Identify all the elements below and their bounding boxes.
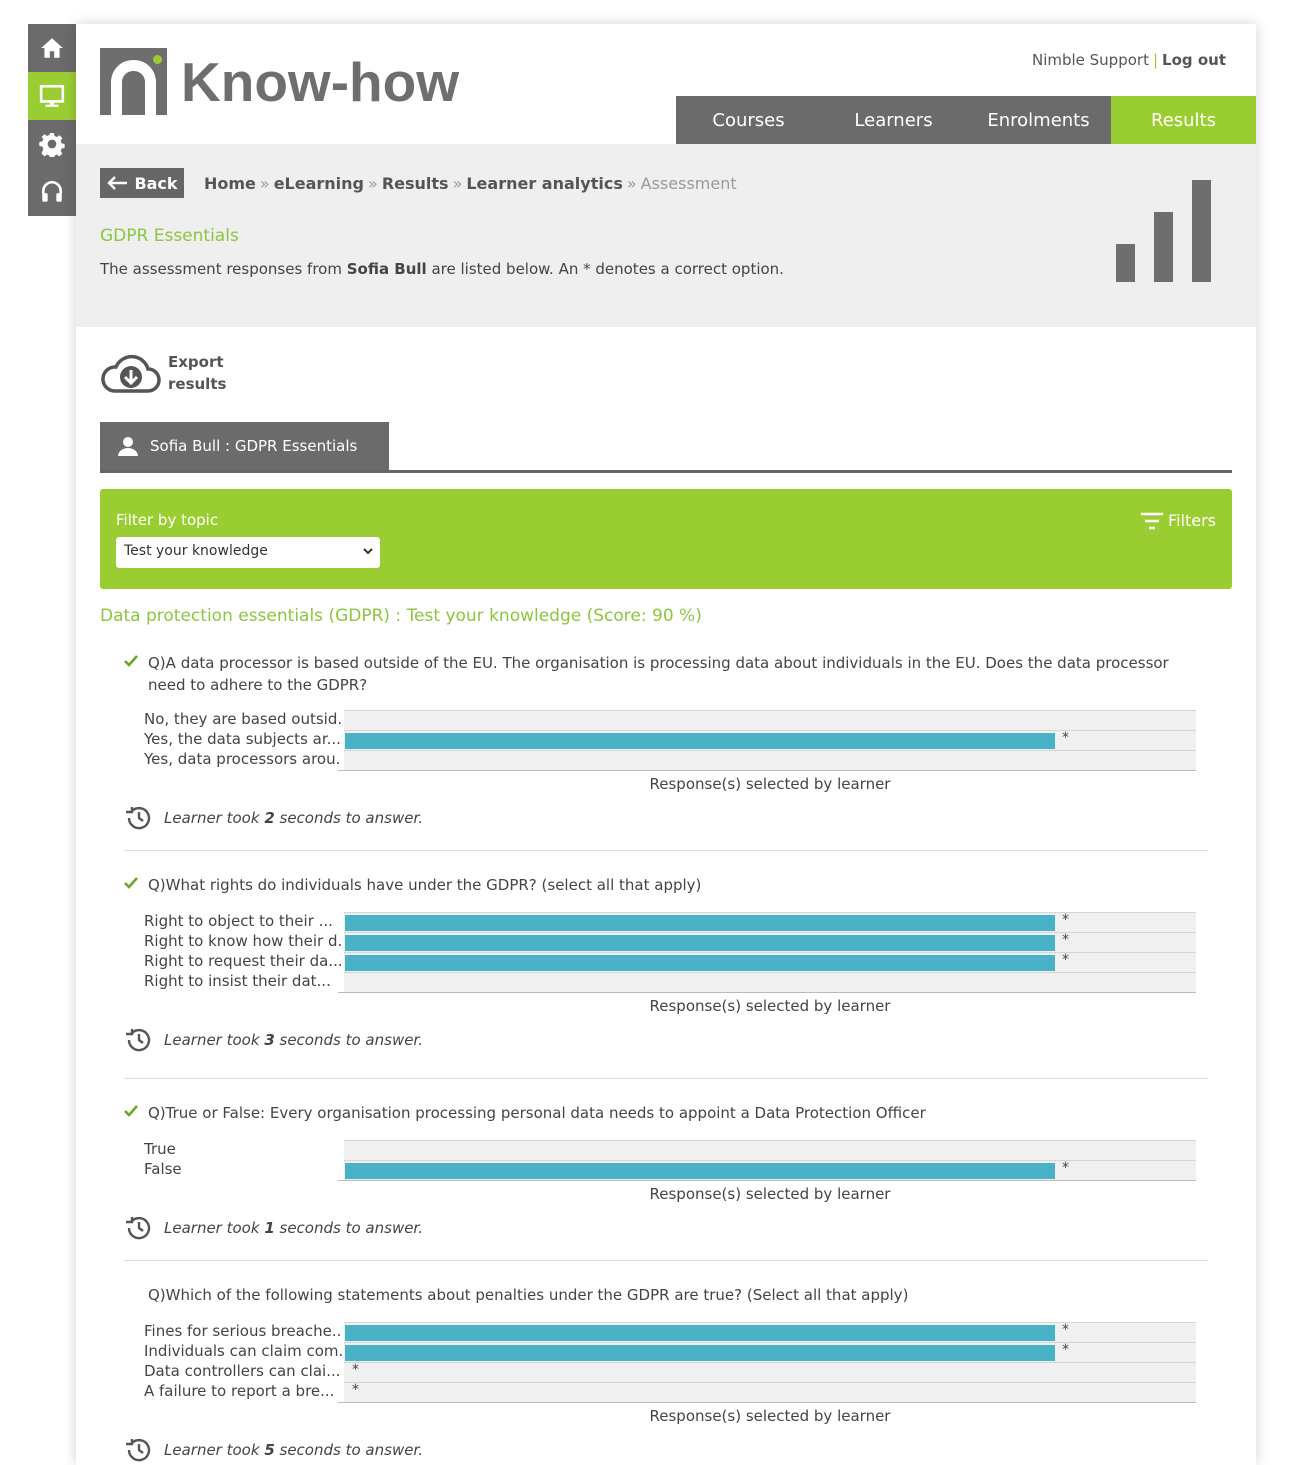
chart-category-label: Yes, the data subjects ar... bbox=[144, 731, 341, 748]
topic-select[interactable] bbox=[116, 537, 380, 568]
filter-lines-icon bbox=[1140, 512, 1164, 530]
question-block bbox=[124, 874, 1208, 1053]
chart-track bbox=[344, 952, 1196, 972]
chart-bar bbox=[345, 955, 1055, 971]
breadcrumb-elearning[interactable]: eLearning bbox=[273, 173, 365, 193]
question-text: Q)True or False: Every organisation processing personal data needs to appoint a Data Protection Officer bbox=[124, 1102, 1208, 1124]
history-clock-icon bbox=[124, 1027, 152, 1053]
filter-label: Filter by topic bbox=[116, 511, 219, 529]
chart-track bbox=[344, 972, 1196, 992]
back-button[interactable] bbox=[100, 168, 184, 198]
chart-bar bbox=[345, 935, 1055, 951]
chart-category-label: No, they are based outsid. bbox=[144, 711, 343, 728]
top-links bbox=[1032, 51, 1226, 69]
breadcrumb-learner-analytics[interactable]: Learner analytics bbox=[466, 173, 623, 193]
section-title: Data protection essentials (GDPR) : Test your knowledge (Score: 90 %) bbox=[100, 606, 702, 626]
correct-tick-icon bbox=[124, 1104, 138, 1118]
question-text: Q)What rights do individuals have under the GDPR? (select all that apply) bbox=[124, 874, 1208, 896]
chart-axis-line bbox=[338, 1180, 1196, 1181]
chart-track bbox=[344, 932, 1196, 952]
chart-category-label: Right to know how their d. bbox=[144, 933, 343, 950]
correct-marker: * bbox=[1062, 952, 1069, 968]
breadcrumb-current: Assessment bbox=[640, 173, 737, 193]
learner-tabs bbox=[100, 422, 1232, 473]
chart-bar bbox=[345, 733, 1055, 749]
chart-row bbox=[124, 750, 1208, 770]
chart-track bbox=[344, 750, 1196, 770]
chart-track bbox=[344, 1160, 1196, 1180]
elearning-nav-button[interactable] bbox=[28, 72, 76, 120]
chart-row bbox=[124, 1362, 1208, 1382]
export-label: Export results bbox=[168, 353, 227, 393]
chart-caption: Response(s) selected by learner bbox=[649, 1407, 891, 1425]
chart-row bbox=[124, 1140, 1208, 1160]
answer-time: Learner took 1 seconds to answer. bbox=[124, 1215, 1208, 1241]
export-results-button[interactable] bbox=[100, 351, 226, 395]
tab-learners[interactable]: Learners bbox=[821, 96, 966, 144]
chart-axis-line bbox=[338, 1402, 1196, 1403]
chart-row bbox=[124, 1322, 1208, 1342]
history-clock-icon bbox=[124, 1215, 152, 1241]
logo-mark bbox=[100, 48, 167, 115]
question-block bbox=[124, 652, 1208, 831]
response-chart bbox=[124, 710, 1208, 771]
correct-marker: * bbox=[1062, 1342, 1069, 1358]
chart-track bbox=[344, 1362, 1196, 1382]
question-text: Q)A data processor is based outside of the EU. The organisation is processing data about individuals in the EU. Does the data processor need to adhere to the GDPR? bbox=[124, 652, 1208, 696]
answer-seconds: 5 bbox=[264, 1441, 275, 1459]
chart-category-label: Right to object to their ... bbox=[144, 913, 333, 930]
topic-select-value: Test your knowledge bbox=[124, 543, 268, 559]
response-chart bbox=[124, 1140, 1208, 1181]
chart-category-label: Individuals can claim com. bbox=[144, 1343, 344, 1360]
answer-seconds: 1 bbox=[264, 1219, 275, 1237]
question-divider bbox=[124, 1260, 1208, 1261]
home-nav-button[interactable] bbox=[28, 24, 76, 72]
breadcrumb-home[interactable]: Home bbox=[204, 173, 256, 193]
answer-time: Learner took 3 seconds to answer. bbox=[124, 1027, 1208, 1053]
correct-marker: * bbox=[1062, 912, 1069, 928]
chart-row bbox=[124, 912, 1208, 932]
chart-row bbox=[124, 932, 1208, 952]
chart-bar bbox=[345, 1345, 1055, 1361]
tab-courses[interactable]: Courses bbox=[676, 96, 821, 144]
response-chart bbox=[124, 1322, 1208, 1403]
link-separator: | bbox=[1152, 51, 1159, 69]
filters-label: Filters bbox=[1168, 511, 1216, 530]
response-chart bbox=[124, 912, 1208, 993]
chart-bar bbox=[345, 1325, 1055, 1341]
chart-row bbox=[124, 1160, 1208, 1180]
answer-seconds: 2 bbox=[264, 809, 275, 827]
support-nav-button[interactable] bbox=[28, 168, 76, 216]
arrow-left-icon bbox=[106, 175, 128, 191]
logo-text: Know-how bbox=[181, 50, 459, 113]
correct-marker: * bbox=[1062, 932, 1069, 948]
correct-tick-icon bbox=[124, 654, 138, 668]
chart-category-label: Fines for serious breache.. bbox=[144, 1323, 342, 1340]
correct-marker: * bbox=[352, 1362, 359, 1378]
back-label: Back bbox=[134, 173, 178, 193]
chart-bar bbox=[345, 1163, 1055, 1179]
correct-marker: * bbox=[1062, 1160, 1069, 1176]
question-block bbox=[124, 1284, 1208, 1463]
question-block bbox=[124, 1102, 1208, 1241]
logout-link[interactable]: Log out bbox=[1162, 51, 1226, 69]
chart-track bbox=[344, 1140, 1196, 1160]
intro-text: The assessment responses from Sofia Bull are listed below. An * denotes a correct option. bbox=[100, 260, 784, 278]
chart-caption: Response(s) selected by learner bbox=[649, 775, 891, 793]
logo[interactable] bbox=[100, 48, 459, 115]
chart-axis-line bbox=[338, 992, 1196, 993]
chart-track bbox=[344, 730, 1196, 750]
breadcrumb-results[interactable]: Results bbox=[381, 173, 449, 193]
filters-button[interactable] bbox=[1140, 511, 1216, 530]
main-nav bbox=[676, 96, 1256, 148]
breadcrumb: Home » eLearning » Results » Learner analytics » Assessment bbox=[204, 173, 737, 193]
chart-category-label: False bbox=[144, 1161, 182, 1178]
question-divider bbox=[124, 850, 1208, 851]
chart-track bbox=[344, 1322, 1196, 1342]
gear-icon bbox=[39, 131, 65, 157]
user-icon bbox=[118, 436, 138, 456]
icon-rail bbox=[28, 24, 76, 216]
correct-marker: * bbox=[1062, 1322, 1069, 1338]
chevron-down-icon bbox=[362, 545, 374, 557]
correct-marker: * bbox=[1062, 730, 1069, 746]
learner-tab-label: Sofia Bull : GDPR Essentials bbox=[150, 437, 358, 455]
question-divider bbox=[124, 1078, 1208, 1079]
chart-track bbox=[344, 1342, 1196, 1362]
chart-row bbox=[124, 972, 1208, 992]
chart-track bbox=[344, 710, 1196, 730]
support-link[interactable]: Nimble Support bbox=[1031, 51, 1149, 69]
monitor-icon bbox=[39, 83, 65, 109]
chart-bar bbox=[345, 915, 1055, 931]
tab-results[interactable]: Results bbox=[1111, 96, 1256, 148]
chart-category-label: True bbox=[144, 1141, 176, 1158]
tab-learner-course[interactable] bbox=[100, 422, 389, 470]
chart-category-label: Right to request their da... bbox=[144, 953, 343, 970]
filter-bar bbox=[100, 489, 1232, 589]
chart-category-label: Yes, data processors arou. bbox=[144, 751, 341, 768]
header bbox=[76, 24, 1256, 144]
answer-time: Learner took 2 seconds to answer. bbox=[124, 805, 1208, 831]
correct-marker: * bbox=[352, 1382, 359, 1398]
correct-tick-icon bbox=[124, 876, 138, 890]
chart-caption: Response(s) selected by learner bbox=[649, 997, 891, 1015]
tab-enrolments[interactable]: Enrolments bbox=[966, 96, 1111, 144]
question-text: Q)Which of the following statements about penalties under the GDPR are true? (Select all that apply) bbox=[148, 1286, 909, 1304]
chart-axis-line bbox=[338, 770, 1196, 771]
chart-caption: Response(s) selected by learner bbox=[649, 1185, 891, 1203]
chart-category-label: Right to insist their dat... bbox=[144, 973, 331, 990]
chart-row bbox=[124, 730, 1208, 750]
course-title: GDPR Essentials bbox=[100, 226, 239, 246]
chart-row bbox=[124, 1382, 1208, 1402]
history-clock-icon bbox=[124, 1437, 152, 1463]
history-clock-icon bbox=[124, 805, 152, 831]
chart-row bbox=[124, 952, 1208, 972]
analytics-bars-icon bbox=[1116, 180, 1212, 282]
headset-icon bbox=[39, 179, 65, 205]
chart-category-label: A failure to report a bre... bbox=[144, 1383, 335, 1400]
chart-row bbox=[124, 710, 1208, 730]
chart-row bbox=[124, 1342, 1208, 1362]
answer-time: Learner took 5 seconds to answer. bbox=[124, 1437, 1208, 1463]
home-icon bbox=[39, 35, 65, 61]
answer-seconds: 3 bbox=[264, 1031, 275, 1049]
chart-track bbox=[344, 1382, 1196, 1402]
page-banner bbox=[76, 144, 1256, 327]
main-frame bbox=[76, 24, 1256, 1465]
chart-category-label: Data controllers can clai... bbox=[144, 1363, 341, 1380]
cloud-download-icon bbox=[100, 351, 162, 395]
learner-name: Sofia Bull bbox=[346, 260, 427, 278]
chart-track bbox=[344, 912, 1196, 932]
settings-nav-button[interactable] bbox=[28, 120, 76, 168]
